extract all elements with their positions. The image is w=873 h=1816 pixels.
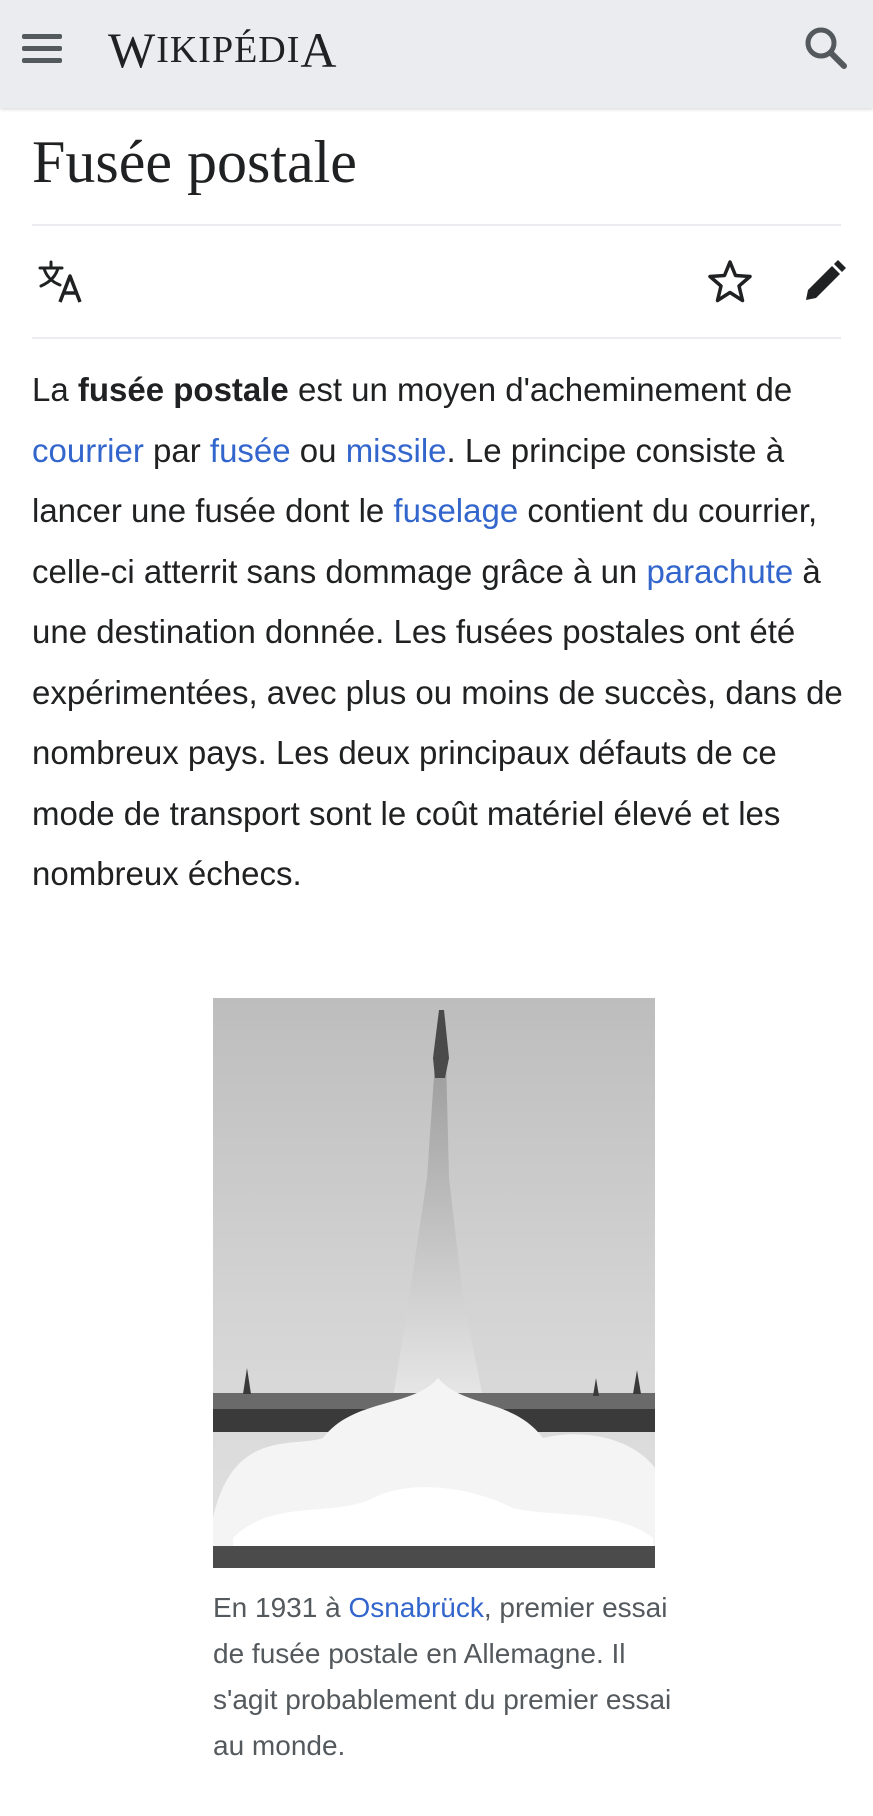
top-header bbox=[0, 0, 873, 108]
link-fuselage[interactable]: fuselage bbox=[393, 492, 519, 529]
wikipedia-wordmark[interactable] bbox=[108, 20, 338, 80]
pencil-icon[interactable] bbox=[798, 256, 850, 308]
caption-text: En 1931 à bbox=[213, 1592, 349, 1623]
link-missile[interactable]: missile bbox=[345, 431, 447, 469]
wordmark-letter-a: A bbox=[300, 22, 338, 78]
caption-text: , premier essai de fusée postale en Allemagne. Il s'agit probablement du premier essai au monde. bbox=[213, 1592, 672, 1761]
link-parachute[interactable]: parachute bbox=[646, 552, 794, 590]
intro-text: par bbox=[143, 431, 210, 469]
article-subject-bold: fusée postale bbox=[77, 371, 289, 408]
page-title: Fusée postale bbox=[32, 129, 357, 195]
intro-text: ou bbox=[290, 431, 346, 469]
rocket-launch-photo[interactable] bbox=[213, 998, 655, 1568]
photo-caption bbox=[213, 1585, 683, 1769]
link-courrier[interactable]: courrier bbox=[32, 431, 144, 469]
toolbar-divider bbox=[32, 337, 841, 339]
article-intro-paragraph bbox=[32, 360, 862, 905]
intro-text: La bbox=[32, 371, 78, 408]
translate-icon[interactable] bbox=[36, 258, 90, 308]
wordmark-letter-w: W bbox=[108, 22, 157, 78]
title-divider bbox=[32, 224, 841, 226]
intro-text: est un moyen d'acheminement de bbox=[288, 371, 793, 408]
link-osnabruck[interactable]: Osnabrück bbox=[348, 1592, 484, 1623]
intro-text: . Le principe consiste à lancer une fusée dont le bbox=[32, 431, 785, 529]
intro-text: contient du courrier, celle-ci atterrit sans dommage grâce à un bbox=[32, 492, 818, 590]
search-icon[interactable] bbox=[800, 22, 852, 74]
hamburger-menu-icon[interactable] bbox=[22, 28, 66, 68]
star-icon[interactable] bbox=[704, 256, 756, 308]
intro-text: à une destination donnée. Les fusées postales ont été expérimentées, avec plus ou moins de succès, dans de nombreux pays. Les deux principaux défauts de ce mode de transport sont le coût matériel élevé et les nombreux échecs. bbox=[32, 552, 843, 892]
wordmark-middle: IKIPÉDI bbox=[156, 29, 301, 71]
link-fusee[interactable]: fusée bbox=[209, 431, 291, 469]
